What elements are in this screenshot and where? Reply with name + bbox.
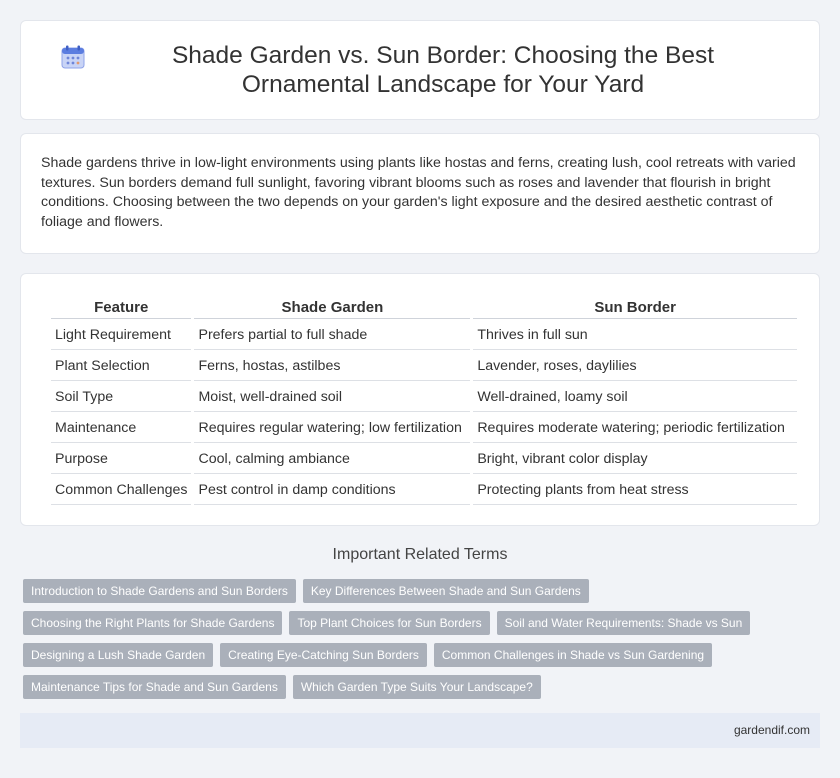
related-terms-row — [23, 579, 803, 603]
table-cell: Plant Selection — [51, 351, 191, 381]
header-sun-border: Sun Border — [473, 294, 797, 319]
footer — [20, 713, 820, 748]
intro-card — [20, 133, 820, 254]
page-title: Shade Garden vs. Sun Border: Choosing the Best Ornamental Landscape for Your Yard — [171, 42, 715, 98]
table-header-row — [51, 294, 797, 319]
related-terms-title: Important Related Terms — [332, 546, 508, 563]
calendar-icon — [60, 44, 86, 70]
table-row — [51, 382, 797, 412]
table-row — [51, 413, 797, 443]
table-row — [51, 444, 797, 474]
intro-text: Shade gardens thrive in low-light environments using plants like hostas and ferns, creating lush, cool retreats with varied textures. Sun borders demand full sunlight, favoring vibrant blooms such as roses and lavender that flourish in bright conditions. Choosing between the two depends on your garden's light exposure and the desired aesthetic contrast of foliage and flowers. — [41, 155, 796, 230]
related-term-link[interactable]: Creating Eye-Catching Sun Borders — [220, 643, 427, 667]
table-cell: Prefers partial to full shade — [194, 320, 470, 350]
table-cell: Cool, calming ambiance — [194, 444, 470, 474]
table-cell: Purpose — [51, 444, 191, 474]
related-term-link[interactable]: Choosing the Right Plants for Shade Gardens — [23, 611, 282, 635]
related-terms-list — [23, 579, 803, 707]
related-term-link[interactable]: Which Garden Type Suits Your Landscape? — [293, 675, 541, 699]
header-feature: Feature — [51, 294, 191, 319]
table-cell: Thrives in full sun — [473, 320, 797, 350]
related-term-link[interactable]: Key Differences Between Shade and Sun Gardens — [303, 579, 589, 603]
table-cell: Requires moderate watering; periodic fertilization — [473, 413, 797, 443]
related-term-link[interactable]: Top Plant Choices for Sun Borders — [289, 611, 489, 635]
table-cell: Well-drained, loamy soil — [473, 382, 797, 412]
table-row — [51, 475, 797, 505]
related-term-link[interactable]: Introduction to Shade Gardens and Sun Borders — [23, 579, 296, 603]
table-cell: Light Requirement — [51, 320, 191, 350]
related-terms-row — [23, 611, 803, 635]
related-term-link[interactable]: Designing a Lush Shade Garden — [23, 643, 213, 667]
table-cell: Lavender, roses, daylilies — [473, 351, 797, 381]
table-cell: Ferns, hostas, astilbes — [194, 351, 470, 381]
table-cell: Common Challenges — [51, 475, 191, 505]
related-term-link[interactable]: Soil and Water Requirements: Shade vs Sun — [497, 611, 751, 635]
title-card — [20, 20, 820, 120]
title-wrap — [60, 41, 780, 99]
comparison-table — [48, 293, 800, 506]
table-cell: Protecting plants from heat stress — [473, 475, 797, 505]
related-term-link[interactable]: Maintenance Tips for Shade and Sun Gardens — [23, 675, 286, 699]
table-cell: Bright, vibrant color display — [473, 444, 797, 474]
related-terms-row — [23, 643, 803, 667]
table-row — [51, 351, 797, 381]
table-cell: Moist, well-drained soil — [194, 382, 470, 412]
table-cell: Maintenance — [51, 413, 191, 443]
table-cell: Requires regular watering; low fertilization — [194, 413, 470, 443]
table-cell: Pest control in damp conditions — [194, 475, 470, 505]
related-term-link[interactable]: Common Challenges in Shade vs Sun Gardening — [434, 643, 712, 667]
related-terms-row — [23, 675, 803, 699]
header-shade-garden: Shade Garden — [194, 294, 470, 319]
footer-site-link[interactable]: gardendif.com — [733, 723, 810, 737]
table-cell: Soil Type — [51, 382, 191, 412]
comparison-card — [20, 273, 820, 526]
table-row — [51, 320, 797, 350]
